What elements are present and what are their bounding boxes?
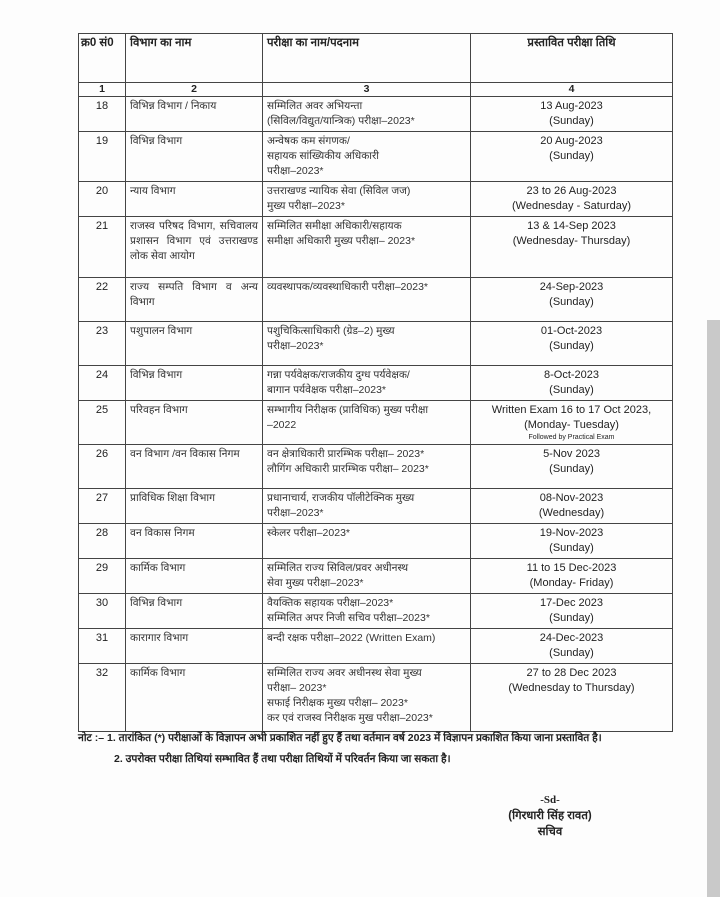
date-text: 27 to 28 Dec 2023	[526, 667, 617, 679]
signed-mark: -Sd-	[540, 794, 560, 806]
proposed-date-cell	[471, 182, 673, 217]
exam-name-line: स्केलर परीक्षा–2023*	[267, 527, 350, 539]
date-text: 8-Oct-2023	[543, 369, 600, 381]
header-department: विभाग का नाम	[126, 34, 263, 83]
weekday-text: (Sunday)	[549, 340, 594, 352]
date-text: 24-Dec-2023	[539, 632, 604, 644]
weekday-text: (Sunday)	[549, 296, 594, 308]
exam-name-cell	[263, 594, 471, 629]
exam-name-line: गन्ना पर्यवेक्षक/राजकीय दुग्ध पर्यवेक्षक/	[267, 369, 410, 381]
exam-name-cell	[263, 182, 471, 217]
note-2: 2. उपरोक्त परीक्षा तिथियां सम्भावित हैं तथा परीक्षा तिथियों में परिवर्तन किया जा सकता है।	[114, 753, 451, 765]
date-text: 20 Aug-2023	[540, 135, 603, 147]
department-cell: विभिन्न विभाग / निकाय	[126, 97, 263, 132]
proposed-date-cell	[471, 217, 673, 278]
date-text: 5-Nov 2023	[543, 448, 600, 460]
table-row	[79, 366, 673, 401]
date-text: 23 to 26 Aug-2023	[526, 185, 617, 197]
column-number-row	[79, 83, 673, 97]
department-cell: वन विकास निगम	[126, 524, 263, 559]
serial-number-cell: 31	[79, 629, 126, 664]
department-cell: प्राविधिक शिक्षा विभाग	[126, 489, 263, 524]
exam-name-line: सम्मिलित समीक्षा अधिकारी/सहायक	[267, 220, 402, 232]
table-row	[79, 132, 673, 182]
exam-name-line: परीक्षा–2023*	[267, 507, 324, 519]
weekday-text: (Monday- Friday)	[529, 577, 614, 589]
exam-name-cell	[263, 559, 471, 594]
weekday-text: (Monday- Tuesday)	[524, 419, 619, 431]
department-cell: राज्य सम्पति विभाग व अन्य विभाग	[126, 278, 263, 322]
table-header-row	[79, 34, 673, 83]
column-number: 3	[263, 83, 471, 97]
table-row	[79, 559, 673, 594]
department-cell: राजस्व परिषद विभाग, सचिवालय प्रशासन विभाग एवं उत्तराखण्ड लोक सेवा आयोग	[126, 217, 263, 278]
department-cell: पशुपालन विभाग	[126, 322, 263, 366]
date-text: 24-Sep-2023	[539, 281, 604, 293]
table-row	[79, 182, 673, 217]
table-row	[79, 322, 673, 366]
exam-name-line: सम्मिलित अपर निजी सचिव परीक्षा–2023*	[267, 612, 430, 624]
department-cell: विभिन्न विभाग	[126, 366, 263, 401]
date-text: 13 Aug-2023	[540, 100, 603, 112]
weekday-text: (Sunday)	[549, 463, 594, 475]
column-number: 2	[126, 83, 263, 97]
exam-name-line: अन्वेषक कम संगणक/	[267, 135, 350, 147]
exam-name-line: प्रधानाचार्य, राजकीय पॉलीटेक्निक मुख्य	[267, 492, 415, 504]
weekday-text: (Sunday)	[549, 612, 594, 624]
serial-number-cell: 18	[79, 97, 126, 132]
exam-name-line: सम्मिलित राज्य सिविल/प्रवर अधीनस्थ	[267, 562, 409, 574]
serial-number-cell: 21	[79, 217, 126, 278]
exam-name-cell	[263, 664, 471, 732]
notes-section	[78, 731, 668, 767]
exam-name-cell	[263, 489, 471, 524]
weekday-text: (Wednesday to Thursday)	[508, 682, 635, 694]
signatory-name: (गिरधारी सिंह रावत)	[508, 810, 592, 822]
header-proposed-date: प्रस्तावित परीक्षा तिथि	[471, 34, 673, 83]
exam-name-line: बागान पर्यवेक्षक परीक्षा–2023*	[267, 384, 387, 396]
table-row	[79, 664, 673, 732]
table-row	[79, 401, 673, 445]
exam-name-cell	[263, 217, 471, 278]
weekday-text: (Wednesday- Thursday)	[512, 235, 631, 247]
exam-schedule-table	[78, 33, 673, 732]
department-cell: विभिन्न विभाग	[126, 132, 263, 182]
exam-name-cell	[263, 278, 471, 322]
proposed-date-cell	[471, 559, 673, 594]
serial-number-cell: 19	[79, 132, 126, 182]
header-serial-number: क्र0 सं0	[79, 34, 126, 83]
date-text: 17-Dec 2023	[540, 597, 603, 609]
exam-name-line: सफाई निरीक्षक मुख्य परीक्षा– 2023*	[267, 697, 408, 709]
serial-number-cell: 30	[79, 594, 126, 629]
date-note: Followed by Practical Exam	[528, 434, 615, 441]
weekday-text: (Wednesday)	[538, 507, 605, 519]
exam-name-cell	[263, 97, 471, 132]
department-cell: न्याय विभाग	[126, 182, 263, 217]
exam-name-cell	[263, 629, 471, 664]
exam-name-cell	[263, 445, 471, 489]
proposed-date-cell	[471, 445, 673, 489]
exam-name-cell	[263, 322, 471, 366]
serial-number-cell: 32	[79, 664, 126, 732]
department-cell: कार्मिक विभाग	[126, 559, 263, 594]
serial-number-cell: 26	[79, 445, 126, 489]
proposed-date-cell	[471, 366, 673, 401]
exam-name-line: परीक्षा– 2023*	[267, 682, 327, 694]
exam-name-line: समीक्षा अधिकारी मुख्य परीक्षा– 2023*	[267, 235, 416, 247]
date-text: 11 to 15 Dec-2023	[526, 562, 617, 574]
signatory-designation: सचिव	[537, 826, 563, 838]
table-row	[79, 629, 673, 664]
serial-number-cell: 28	[79, 524, 126, 559]
weekday-text: (Sunday)	[549, 384, 594, 396]
exam-name-line: परीक्षा–2023*	[267, 340, 324, 352]
weekday-text: (Wednesday - Saturday)	[511, 200, 632, 212]
exam-name-line: मुख्य परीक्षा–2023*	[267, 200, 345, 212]
exam-name-cell	[263, 401, 471, 445]
proposed-date-cell	[471, 322, 673, 366]
weekday-text: (Sunday)	[549, 647, 594, 659]
proposed-date-cell	[471, 524, 673, 559]
serial-number-cell: 22	[79, 278, 126, 322]
department-cell: विभिन्न विभाग	[126, 594, 263, 629]
serial-number-cell: 29	[79, 559, 126, 594]
exam-name-line: व्यवस्थापक/व्यवस्थाधिकारी परीक्षा–2023*	[267, 281, 428, 293]
serial-number-cell: 25	[79, 401, 126, 445]
exam-name-line: पशुचिकित्साधिकारी (ग्रेड–2) मुख्य	[267, 325, 395, 337]
proposed-date-cell	[471, 594, 673, 629]
signature-block	[500, 792, 600, 840]
proposed-date-cell	[471, 629, 673, 664]
proposed-date-cell	[471, 664, 673, 732]
date-text: 13 & 14-Sep 2023	[527, 220, 616, 232]
table-row	[79, 97, 673, 132]
table-row	[79, 489, 673, 524]
table-row	[79, 524, 673, 559]
department-cell: कार्मिक विभाग	[126, 664, 263, 732]
exam-name-line: बन्दी रक्षक परीक्षा–2022 (Written Exam)	[267, 632, 436, 644]
serial-number-cell: 27	[79, 489, 126, 524]
exam-name-line: –2022	[267, 419, 297, 431]
exam-name-cell	[263, 524, 471, 559]
date-text: 01-Oct-2023	[540, 325, 603, 337]
weekday-text: (Sunday)	[549, 115, 594, 127]
proposed-date-cell	[471, 489, 673, 524]
serial-number-cell: 24	[79, 366, 126, 401]
exam-name-cell	[263, 132, 471, 182]
table-row	[79, 445, 673, 489]
department-cell: वन विभाग /वन विकास निगम	[126, 445, 263, 489]
table-row	[79, 278, 673, 322]
proposed-date-cell	[471, 97, 673, 132]
weekday-text: (Sunday)	[549, 542, 594, 554]
date-text: 19-Nov-2023	[539, 527, 604, 539]
exam-name-line: कर एवं राजस्व निरीक्षक मुख परीक्षा–2023*	[267, 712, 433, 724]
serial-number-cell: 20	[79, 182, 126, 217]
department-cell: कारागार विभाग	[126, 629, 263, 664]
header-exam-name: परीक्षा का नाम/पदनाम	[263, 34, 471, 83]
exam-name-line: सेवा मुख्य परीक्षा–2023*	[267, 577, 364, 589]
exam-name-line: (सिविल/विद्युत/यान्त्रिक) परीक्षा–2023*	[267, 115, 415, 127]
exam-name-line: वैयक्तिक सहायक परीक्षा–2023*	[267, 597, 394, 609]
exam-name-line: परीक्षा–2023*	[267, 165, 324, 177]
column-number: 1	[79, 83, 126, 97]
table-row	[79, 217, 673, 278]
date-text: 08-Nov-2023	[539, 492, 604, 504]
serial-number-cell: 23	[79, 322, 126, 366]
exam-name-line: वन क्षेत्राधिकारी प्रारम्भिक परीक्षा– 2023*	[267, 448, 425, 460]
note-1: नोट :– 1. तारांकित (*) परीक्षाओं के विज्ञापन अभी प्रकाशित नहीं हुए हैं तथा वर्तमान वर्ष 2023 में विज्ञापन प्रकाशित किया जाना प्रस्तावित है।	[78, 732, 602, 744]
column-number: 4	[471, 83, 673, 97]
table-row	[79, 594, 673, 629]
proposed-date-cell	[471, 278, 673, 322]
exam-calendar-document	[78, 33, 672, 732]
proposed-date-cell	[471, 132, 673, 182]
department-cell: परिवहन विभाग	[126, 401, 263, 445]
exam-name-line: सम्भागीय निरीक्षक (प्राविधिक) मुख्य परीक्षा	[267, 404, 429, 416]
exam-name-cell	[263, 366, 471, 401]
date-text: Written Exam 16 to 17 Oct 2023,	[491, 404, 652, 416]
scrollbar[interactable]	[707, 320, 720, 897]
exam-name-line: उत्तराखण्ड न्यायिक सेवा (सिविल जज)	[267, 185, 411, 197]
weekday-text: (Sunday)	[549, 150, 594, 162]
exam-name-line: सम्मिलित राज्य अवर अधीनस्थ सेवा मुख्य	[267, 667, 422, 679]
exam-name-line: सहायक सांख्यिकीय अधिकारी	[267, 150, 380, 162]
proposed-date-cell	[471, 401, 673, 445]
exam-name-line: लौगिंग अधिकारी प्रारम्भिक परीक्षा– 2023*	[267, 463, 429, 475]
exam-name-line: सम्मिलित अवर अभियन्ता	[267, 100, 363, 112]
